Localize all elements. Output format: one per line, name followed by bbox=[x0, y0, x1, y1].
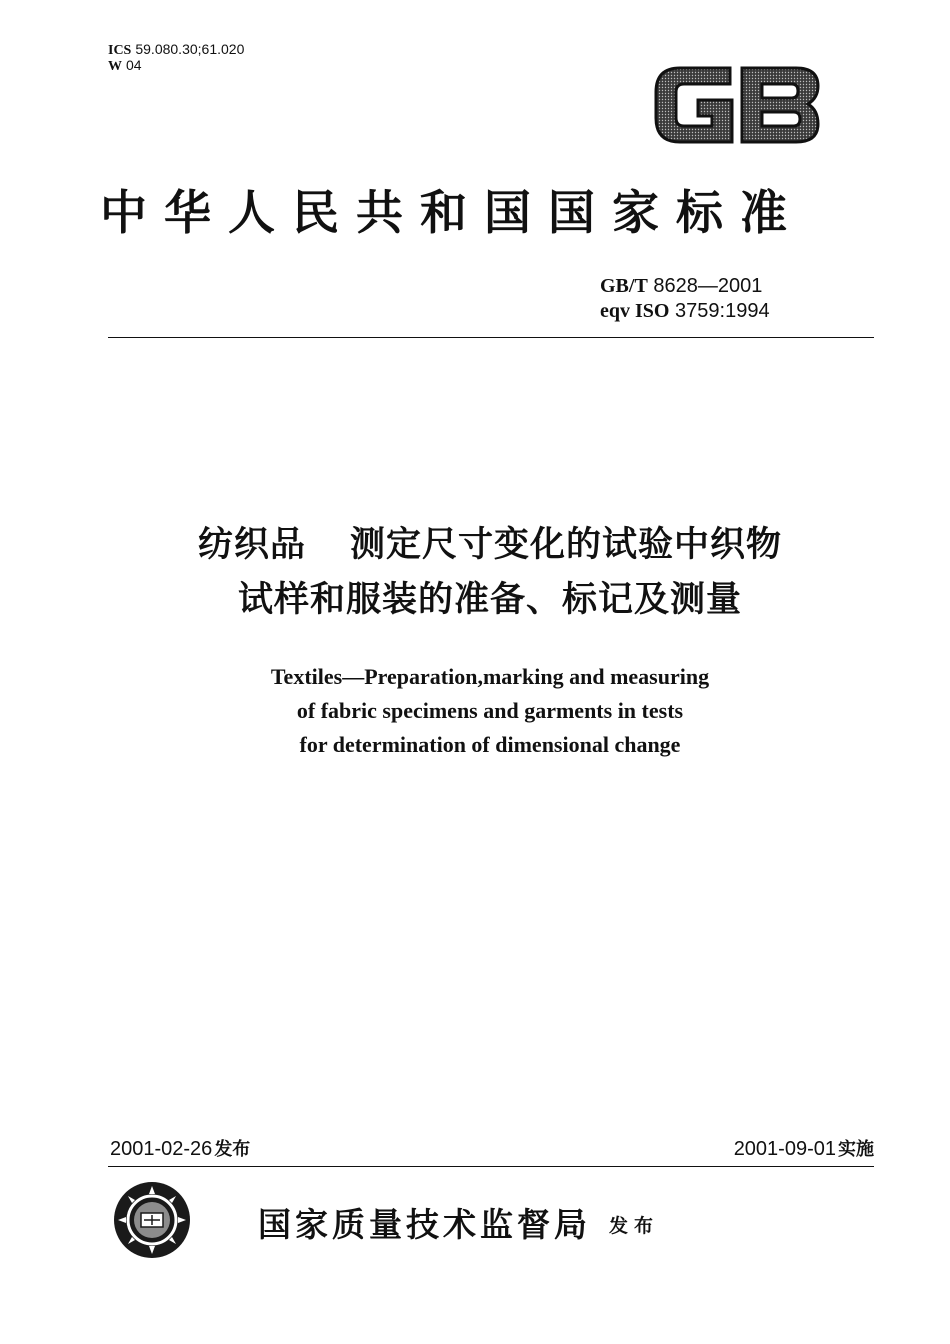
ics-classification bbox=[108, 42, 244, 74]
implementation-date bbox=[734, 1136, 874, 1162]
gbt-prefix: GB/T bbox=[600, 275, 648, 297]
chinese-title-part-b: 测定尺寸变化的试验中织物 bbox=[350, 525, 783, 565]
issue-date-value: 2001-02-26 bbox=[110, 1138, 213, 1160]
document-heading: 中华人民共和国国家标准 bbox=[100, 186, 804, 241]
header-divider bbox=[108, 337, 874, 338]
eqv-prefix: eqv ISO bbox=[600, 300, 670, 322]
issue-date-suffix: 发布 bbox=[214, 1139, 251, 1159]
ics-line bbox=[108, 42, 244, 58]
chinese-title-part-a: 纺织品 bbox=[197, 525, 306, 565]
ics-codes: 59.080.30;61.020 bbox=[135, 41, 245, 57]
w-line bbox=[108, 58, 244, 74]
eqv-line bbox=[600, 299, 770, 324]
chinese-title-line1 bbox=[0, 518, 950, 573]
w-label: W bbox=[108, 59, 122, 74]
gb-logo bbox=[652, 62, 822, 148]
w-code: 04 bbox=[126, 57, 142, 73]
issue-date bbox=[110, 1136, 250, 1162]
english-title-line1: Textiles—Preparation,marking and measuring bbox=[270, 664, 710, 689]
publisher-name: 国家质量技术监督局 bbox=[258, 1205, 591, 1244]
ics-label: ICS bbox=[108, 43, 132, 58]
gbt-number: 8628—2001 bbox=[653, 275, 763, 297]
english-title-line2: of fabric specimens and garments in tests bbox=[296, 698, 684, 723]
emblem-icon bbox=[112, 1180, 192, 1260]
implementation-date-suffix: 实施 bbox=[838, 1139, 874, 1159]
chinese-title-line2: 试样和服装的准备、标记及测量 bbox=[237, 580, 742, 620]
gbt-number-line bbox=[600, 274, 770, 299]
implementation-date-value: 2001-09-01 bbox=[733, 1138, 836, 1160]
publisher bbox=[258, 1203, 659, 1248]
english-title bbox=[0, 660, 950, 762]
chinese-title bbox=[0, 518, 950, 628]
eqv-number: 3759:1994 bbox=[675, 300, 770, 322]
footer-divider bbox=[108, 1166, 874, 1167]
standard-number bbox=[600, 274, 770, 324]
english-title-line3: for determination of dimensional change bbox=[299, 732, 681, 757]
publisher-suffix: 发布 bbox=[609, 1215, 660, 1237]
